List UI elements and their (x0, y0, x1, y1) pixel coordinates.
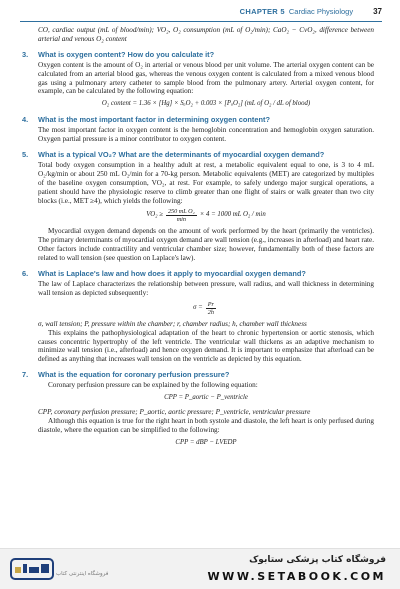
logo-subtitle: فروشگاه اینترنتی کتاب (56, 571, 109, 577)
page-body (22, 26, 374, 453)
question-5-answer: Total body oxygen consumption in a healthy adult at rest, a metabolic equivalent equal to one, is 3 to 4 mL O₂/kg/min or about 250 mL O₂/min for a 70-kg person. Metabolic equivalents (MET) are categorized by multiples of the baseline oxygen consumption, VO₂, at rest. For example, to safely undergo major surgical operations, a patient should have the physiologic reserve to climb greater than one flight of stairs or walk greater than two city blocks (i.e., MET ≥4), which yields the following: (38, 160, 374, 205)
question-5-heading (22, 151, 374, 160)
question-7-answer: Coronary perfusion pressure can be explained by the following equation: (48, 381, 258, 390)
vo2-equation (38, 208, 374, 223)
laplace-equation (38, 301, 374, 316)
vo2-equation-right: × 4 = 1000 mL O₂ / min (199, 211, 266, 219)
store-url[interactable]: WWW.SETABOOK.COM (207, 570, 386, 583)
question-4-heading (22, 116, 374, 125)
vo2-fraction (166, 208, 197, 223)
question-6-text: What is Laplace's law and how does it apply to myocardial oxygen demand? (38, 269, 306, 279)
laplace-equation-left: σ = (193, 303, 203, 311)
cpp-simplified-equation: CPP = dBP − LVEDP (175, 438, 237, 446)
question-6-number: 6. (22, 269, 29, 279)
intro-legend: CO, cardiac output (mL of blood/min); VO₂, O₂ consumption (mL of O₂/min); CaO₂ − CvO₂, difference between arterial and venous O₂ content (38, 26, 374, 43)
question-6-heading (22, 270, 374, 279)
page-number: 37 (373, 6, 382, 16)
vo2-numerator: 250 mL O₂ (167, 208, 195, 216)
page-header (0, 0, 400, 22)
question-7-answer-2: Although this equation is true for the right heart in both systole and diastole, the left heart is only perfused during diastole, where the equation can be simplified to the following: (38, 416, 374, 434)
oxygen-content-equation: O₂ content = 1.36 × [Hg] × SₐO₂ + 0.003 × [PₐO₂] (mL of O₂ / dL of blood) (101, 100, 311, 108)
question-3-text: What is oxygen content? How do you calculate it? (38, 49, 215, 59)
question-5-answer-2: Myocardial oxygen demand depends on the amount of work performed by the heart (primarily the ventricles). The primary determinants of myocardial oxygen demand are wall tension (e.g., increases in afterload) and heart rate. Other factors include contractility and ventricular chamber size; however, fundamentally both of these factors are related to wall tension (see question on Laplace's law). (38, 227, 374, 263)
question-6-answer-2: This explains the pathophysiological adaptation of the heart to chronic hypertension or aortic stenosis, which causes concentric hypertrophy of the left ventricle. The ventricular wall thickens as an adaptive mechanism to minimize wall tension (i.e., afterload) and hence oxygen demand. It is important to emphasize that afterload can be defined as anything that increases wall tension on the ventricle as depicted by this equation. (38, 328, 374, 364)
store-name: فروشگاه کتاب پزشکی ستابوک (249, 555, 386, 565)
vo2-equation-left: VO₂ ≥ (146, 211, 163, 219)
laplace-fraction (206, 301, 216, 316)
question-7-heading (22, 371, 374, 380)
chapter-label: CHAPTER 5 (239, 6, 285, 16)
header-divider (20, 21, 382, 22)
chapter-title: Cardiac Physiology (288, 6, 354, 16)
question-4-text: What is the most important factor in determining oxygen content? (38, 115, 270, 125)
question-6-answer: The law of Laplace characterizes the relationship between pressure, wall radius, and wall thickness in determining wall tension as depicted subsequently: (38, 279, 374, 297)
question-5-number: 5. (22, 149, 29, 159)
question-4-answer: The most important factor in oxygen content is the hemoglobin concentration and hemoglobin oxygen saturation. Oxygen partial pressure is a minor contributor to oxygen content. (38, 126, 374, 144)
vo2-denominator: min (176, 216, 186, 224)
cpp-legend: CPP, coronary perfusion pressure; P_aortic, aortic pressure; P_ventricle, ventricular pressure (38, 408, 311, 416)
question-3-heading (22, 51, 374, 60)
laplace-legend: σ, wall tension; P, pressure within the chamber; r, chamber radius; h, chamber wall thickness (38, 319, 307, 328)
cpp-equation: CPP = P_aortic − P_ventricle (164, 394, 248, 402)
question-4-number: 4. (22, 115, 29, 125)
setabook-logo (10, 556, 54, 582)
question-3-number: 3. (22, 49, 29, 59)
laplace-numerator: Pr (207, 300, 214, 308)
question-5-text: What is a typical VO₂? What are the determinants of myocardial oxygen demand? (38, 149, 325, 159)
question-3-answer: Oxygen content is the amount of O₂ in arterial or venous blood per unit volume. The arterial oxygen content can be calculated from an arterial blood gas, whereas the venous oxygen content is calculated from a mixed venous blood gas using a pulmonary artery catheter to sample blood from the pulmonary artery. Arterial oxygen content, for example, can be calculated by the following equation: (38, 60, 374, 96)
question-7-text: What is the equation for coronary perfusion pressure? (38, 370, 230, 380)
laplace-denominator: 2h (207, 308, 214, 316)
store-footer (0, 548, 400, 589)
question-7-number: 7. (22, 370, 29, 380)
